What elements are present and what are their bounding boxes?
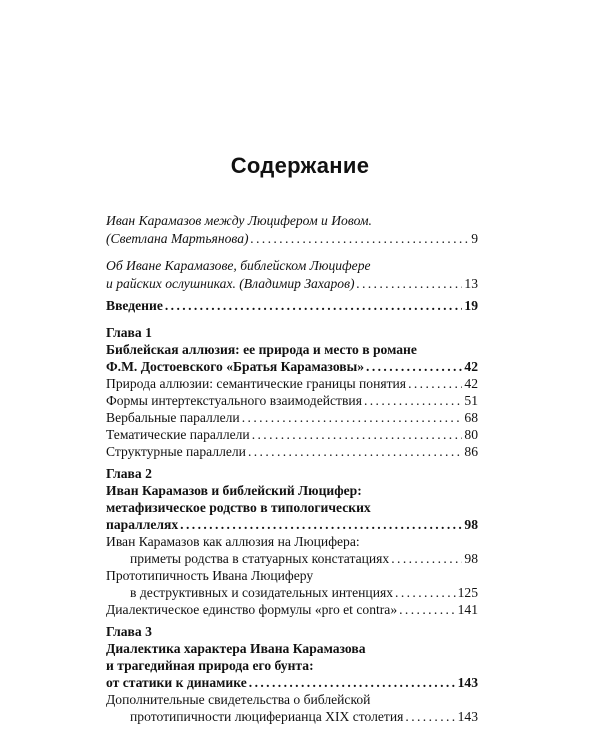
leader-dots [405, 708, 455, 726]
page-title: Содержание [230, 153, 370, 178]
chapter-label: Глава 1 [106, 325, 152, 340]
entry-line: Иван Карамазов между Люцифером и Иовом. [106, 213, 372, 228]
page-number: 51 [464, 393, 478, 408]
page-number: 80 [464, 427, 478, 442]
page-number: 19 [464, 298, 478, 313]
page-number: 42 [464, 359, 478, 374]
entry-text: и райских ослушниках. (Владимир Захаров) [106, 276, 355, 291]
chapter-label: Глава 3 [106, 624, 152, 639]
page-number: 141 [457, 602, 478, 617]
section-entry [106, 409, 478, 427]
intro-entry [106, 297, 478, 315]
leader-dots [366, 358, 462, 376]
entry-text: Природа аллюзии: семантические границы понятия [106, 376, 407, 391]
section-entry [106, 426, 478, 444]
section-entry-line: Прототипичность Ивана Люциферу [106, 568, 314, 583]
section-entry [106, 601, 478, 619]
page-number: 13 [464, 276, 478, 291]
entry-line: Об Иване Карамазове, библейском Люцифере [106, 258, 371, 273]
page-number: 98 [464, 551, 478, 566]
leader-dots [391, 550, 462, 568]
entry-text: Структурные параллели [106, 444, 246, 459]
section-entry [106, 392, 478, 410]
leader-dots [248, 443, 462, 461]
section-entry [130, 584, 478, 602]
entry-text: (Светлана Мартьянова) [106, 231, 249, 246]
entry-text: параллелях [106, 517, 179, 532]
leader-dots [249, 674, 456, 692]
section-entry [130, 708, 478, 726]
entry-line [106, 230, 478, 248]
leader-dots [180, 516, 462, 534]
page-number: 68 [464, 410, 478, 425]
entry-text: от статики к динамике [106, 675, 247, 690]
chapter-title-line: Иван Карамазов и библейский Люцифер: [106, 483, 362, 498]
page-number: 9 [471, 231, 478, 246]
entry-text: прототипичности люциферианца XIX столетия [130, 709, 404, 724]
leader-dots [395, 584, 456, 602]
chapter-title-line: Диалектика характера Ивана Карамазова [106, 641, 366, 656]
entry-text: Тематические параллели [106, 427, 250, 442]
entry-text: Ф.М. Достоевского «Братья Карамазовы» [106, 359, 365, 374]
page-number: 98 [464, 517, 478, 532]
entry-text: приметы родства в статуарных констатациях [130, 551, 390, 566]
leader-dots [251, 230, 470, 248]
chapter-title-line [106, 674, 478, 692]
page-number: 143 [457, 709, 478, 724]
chapter-title-line: и трагедийная природа его бунта: [106, 658, 314, 673]
chapter-title-line [106, 358, 478, 376]
leader-dots [242, 409, 463, 427]
page-number: 86 [464, 444, 478, 459]
chapter-label: Глава 2 [106, 466, 152, 481]
entry-text: Вербальные параллели [106, 410, 240, 425]
entry-line [106, 275, 478, 293]
leader-dots [357, 275, 463, 293]
leader-dots [364, 392, 462, 410]
leader-dots [165, 297, 463, 315]
entry-text: Диалектическое единство формулы «pro et contra» [106, 602, 398, 617]
entry-text: в деструктивных и созидательных интенциях [130, 585, 394, 600]
leader-dots [252, 426, 463, 444]
page-number: 125 [457, 585, 478, 600]
section-entry-line: Иван Карамазов как аллюзия на Люцифера: [106, 534, 360, 549]
page-number: 42 [464, 376, 478, 391]
leader-dots [399, 601, 455, 619]
entry-text: Формы интертекстуального взаимодействия [106, 393, 362, 408]
entry-text: Введение [106, 298, 163, 313]
section-entry [106, 443, 478, 461]
page-number: 143 [457, 675, 478, 690]
chapter-title-line: Библейская аллюзия: ее природа и место в романе [106, 342, 417, 357]
chapter-title-line: метафизическое родство в типологических [106, 500, 371, 515]
section-entry-line: Дополнительные свидетельства о библейской [106, 692, 371, 707]
leader-dots [408, 375, 462, 393]
section-entry [130, 550, 478, 568]
chapter-title-line [106, 516, 478, 534]
section-entry [106, 375, 478, 393]
